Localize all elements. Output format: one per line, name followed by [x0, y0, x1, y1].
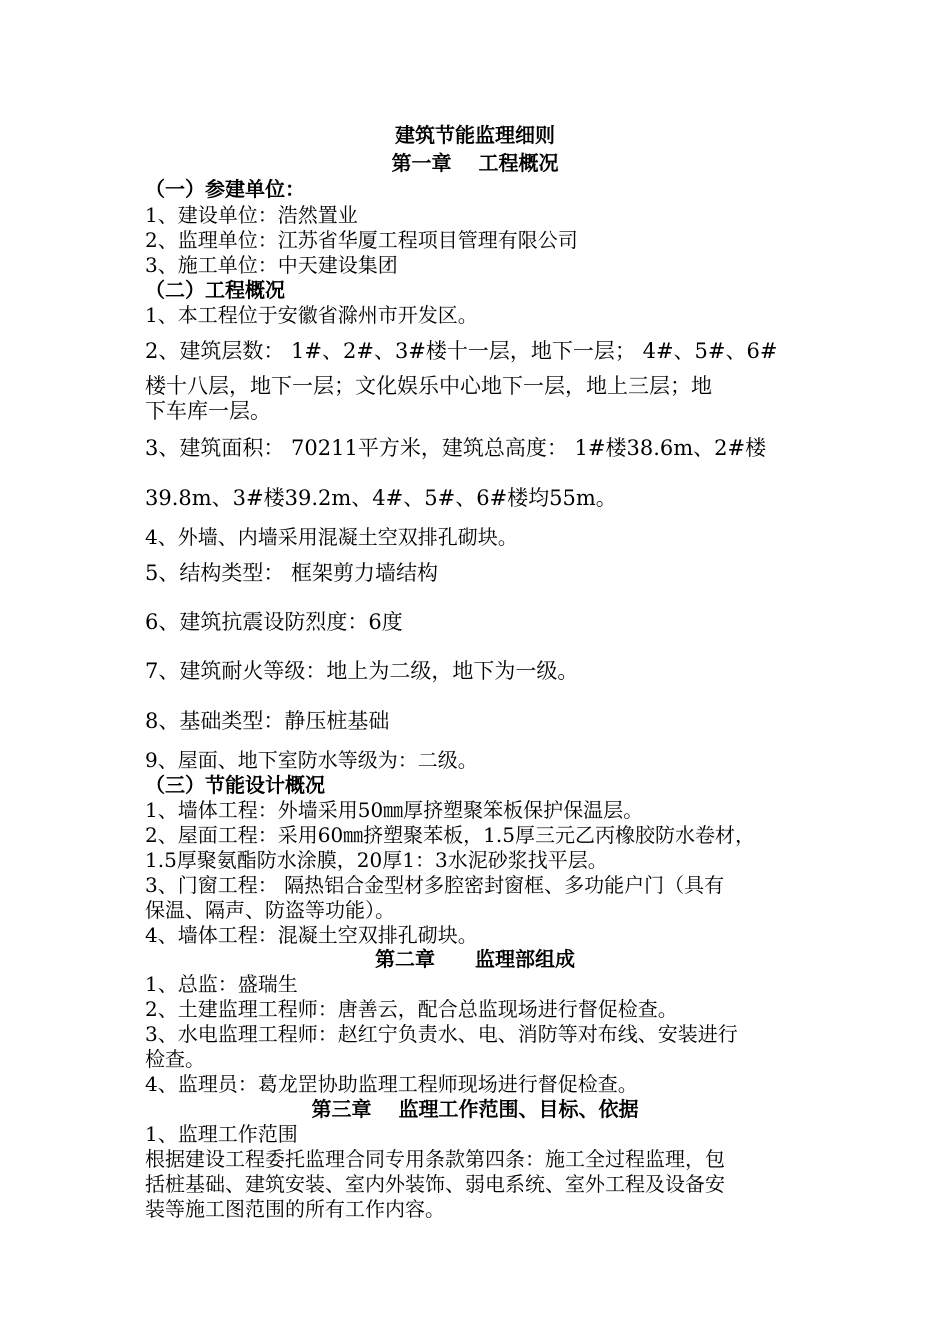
chapter-2-item: 检查。 [145, 1047, 205, 1071]
section-2-item: 2、建筑层数： 1#、2#、3#楼十一层，地下一层； 4#、5#、6# [145, 339, 778, 363]
section-3-item: 4、墙体工程：混凝土空双排孔砌块。 [145, 923, 478, 947]
chapter-1-heading: 第一章 工程概况 [391, 151, 559, 175]
section-3-item: 1、墙体工程：外墙采用50㎜厚挤塑聚笨板保护保温层。 [145, 798, 644, 822]
section-2-item: 7、建筑耐火等级：地上为二级，地下为一级。 [145, 659, 579, 683]
section-3-item: 1.5厚聚氨酯防水涂膜，20厚1：3水泥砂浆找平层。 [145, 848, 608, 872]
chapter-2-heading: 第二章 监理部组成 [375, 947, 575, 971]
chapter-2-item: 3、水电监理工程师：赵红宁负责水、电、消防等对布线、安装进行 [145, 1022, 738, 1046]
section-2-item: 6、建筑抗震设防烈度：6度 [145, 610, 403, 634]
section-2-heading: （二）工程概况 [145, 278, 285, 302]
chapter-2-item: 4、监理员：葛龙罡协助监理工程师现场进行督促检查。 [145, 1072, 638, 1096]
section-2-item: 39.8m、3#楼39.2m、4#、5#、6#楼均55m。 [145, 486, 617, 510]
section-2-item: 楼十八层，地下一层；文化娱乐中心地下一层，地上三层；地 [145, 374, 712, 398]
section-3-item: 3、门窗工程： 隔热铝合金型材多腔密封窗框、多功能户门（具有 [145, 873, 725, 897]
chapter-3-heading: 第三章 监理工作范围、目标、依据 [311, 1097, 639, 1121]
section-2-item: 下车库一层。 [145, 399, 271, 423]
section-1-heading: （一）参建单位： [145, 177, 305, 201]
document-title: 建筑节能监理细则 [395, 123, 555, 147]
section-1-item: 3、施工单位：中天建设集团 [145, 253, 398, 277]
section-3-item: 保温、隔声、防盗等功能）。 [145, 898, 395, 922]
section-3-item: 2、屋面工程：采用60㎜挤塑聚苯板，1.5厚三元乙丙橡胶防水卷材， [145, 823, 755, 847]
section-2-item: 5、结构类型： 框架剪力墙结构 [145, 561, 439, 585]
chapter-3-item: 括桩基础、建筑安装、室内外装饰、弱电系统、室外工程及设备安 [145, 1172, 725, 1196]
chapter-2-item: 2、土建监理工程师：唐善云，配合总监现场进行督促检查。 [145, 997, 678, 1021]
chapter-3-item: 根据建设工程委托监理合同专用条款第四条：施工全过程监理，包 [145, 1147, 725, 1171]
section-1-item: 1、建设单位：浩然置业 [145, 203, 358, 227]
chapter-3-item: 装等施工图范围的所有工作内容。 [145, 1197, 445, 1221]
section-2-item: 9、屋面、地下室防水等级为：二级。 [145, 748, 478, 772]
chapter-2-item: 1、总监：盛瑞生 [145, 972, 298, 996]
section-2-item: 3、建筑面积： 70211平方米，建筑总高度： 1#楼38.6m、2#楼 [145, 436, 767, 460]
section-1-item: 2、监理单位：江苏省华厦工程项目管理有限公司 [145, 228, 578, 252]
chapter-3-item: 1、监理工作范围 [145, 1122, 298, 1146]
section-2-item: 8、基础类型：静压桩基础 [145, 709, 390, 733]
section-3-heading: （三）节能设计概况 [145, 773, 325, 797]
section-2-item: 4、外墙、内墙采用混凝土空双排孔砌块。 [145, 525, 518, 549]
section-2-item: 1、本工程位于安徽省滁州市开发区。 [145, 303, 478, 327]
